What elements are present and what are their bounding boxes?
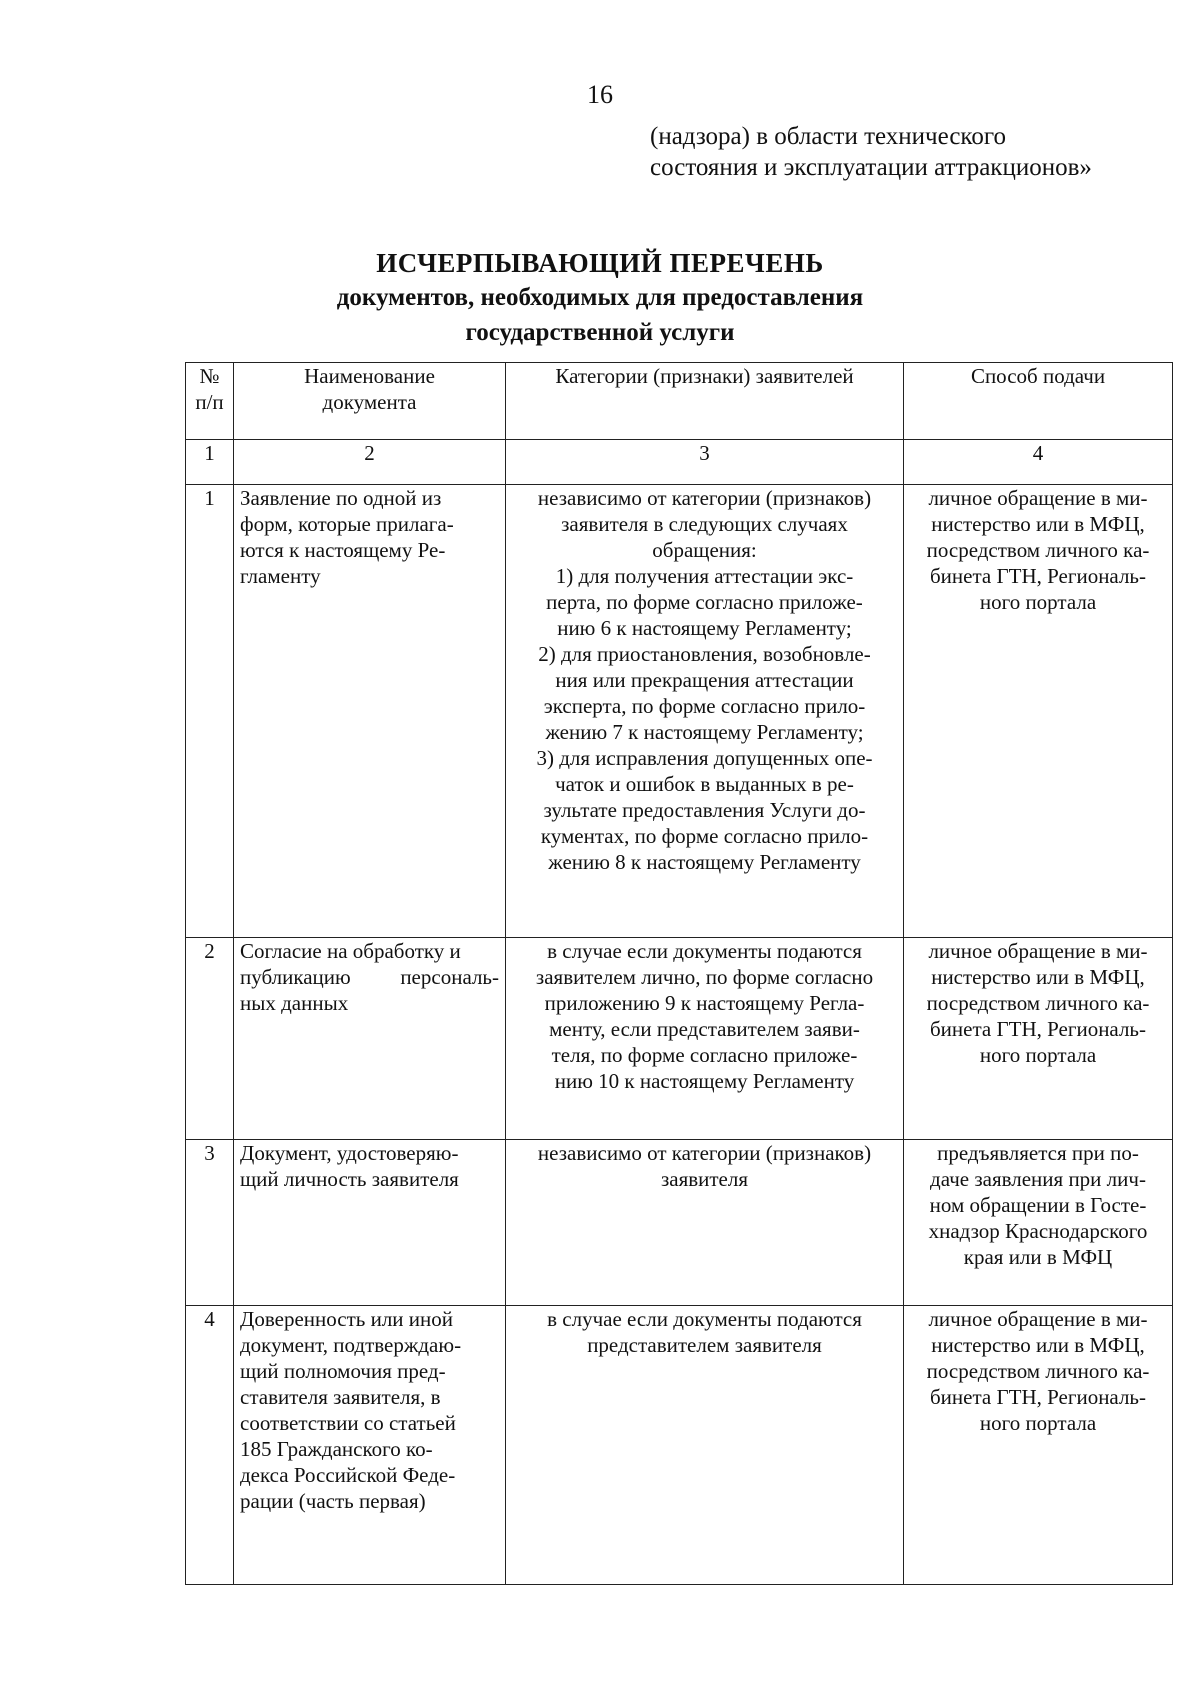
header-text: документа (322, 390, 417, 414)
text-line: личное обращение в ми- (928, 1307, 1148, 1331)
text-line: заявителем лично, по форме согласно (535, 965, 874, 989)
text-line: нистерство или в МФЦ, (931, 1333, 1145, 1357)
submission-method-cell (904, 1140, 1173, 1306)
page-number: 16 (587, 80, 613, 109)
text-line: эксперта, по форме согласно прило- (543, 694, 866, 718)
text-line: посредством личного ка- (926, 991, 1150, 1015)
text-line: ставителя заявителя, в (240, 1385, 441, 1409)
header-cell-method (904, 363, 1173, 440)
text-line: бинета ГТН, Региональ- (930, 1017, 1146, 1041)
text-line: личное обращение в ми- (928, 486, 1148, 510)
text-line: бинета ГТН, Региональ- (930, 564, 1146, 588)
text-line: ном обращении в Госте- (929, 1193, 1147, 1217)
text-line: бинета ГТН, Региональ- (930, 1385, 1146, 1409)
header-text: Категории (признаки) заявителей (555, 364, 854, 388)
text-line: форм, которые прилага- (240, 512, 454, 536)
document-heading (0, 246, 1200, 350)
text-line: нистерство или в МФЦ, (931, 965, 1145, 989)
table-row (186, 938, 1173, 1140)
table-row (186, 485, 1173, 938)
document-subtitle-line: документов, необходимых для предоставления (336, 284, 864, 311)
text-line: 185 Гражданского ко- (240, 1437, 433, 1461)
text-line: соответствии со статьей (240, 1411, 456, 1435)
table-header-row (186, 363, 1173, 440)
text-line: 3) для исправления допущенных опе- (536, 746, 873, 770)
header-text: Наименование (304, 364, 435, 388)
text-line: края или в МФЦ (963, 1245, 1113, 1269)
row-number: 3 (186, 1140, 234, 1306)
text-line: ных данных (240, 991, 349, 1015)
text-line: посредством личного ка- (926, 1359, 1150, 1383)
submission-method-cell (904, 485, 1173, 938)
row-number: 2 (186, 938, 234, 1140)
text-line: чаток и ошибок в выданных в ре- (555, 772, 854, 796)
column-index-row (186, 440, 1173, 485)
text-line: 2) для приостановления, возобновле- (538, 642, 871, 666)
column-index-cell: 1 (186, 440, 234, 485)
header-text: № (199, 364, 220, 388)
running-head-line: состояния и эксплуатации аттракционов» (650, 154, 1092, 181)
applicant-category-cell (506, 1306, 904, 1585)
text-line: рации (часть первая) (240, 1489, 426, 1513)
text-line: предъявляется при по- (937, 1141, 1139, 1165)
text-line: личное обращение в ми- (928, 939, 1148, 963)
text-line: Доверенность или иной (240, 1307, 454, 1331)
applicant-category-cell (506, 485, 904, 938)
running-head (650, 121, 1170, 183)
header-cell-name (234, 363, 506, 440)
text-line: заявителя в следующих случаях (561, 512, 848, 536)
text-line: жению 7 к настоящему Регламенту; (545, 720, 864, 744)
running-head-line: (надзора) в области технического (650, 123, 1006, 150)
text-line: щий личность заявителя (240, 1167, 459, 1191)
header-cell-category (506, 363, 904, 440)
header-text: Способ подачи (970, 364, 1106, 388)
text-line: заявителя (660, 1167, 749, 1191)
text-line: в случае если документы подаются (547, 1307, 862, 1331)
text-line: нию 10 к настоящему Регламенту (554, 1069, 855, 1093)
text-line: жению 8 к настоящему Регламенту (548, 850, 861, 874)
text-line: 1) для получения аттестации экс- (555, 564, 854, 588)
submission-method-cell (904, 1306, 1173, 1585)
text-line: Документ, удостоверяю- (240, 1141, 459, 1165)
text-line: даче заявления при лич- (930, 1167, 1146, 1191)
table-row (186, 1306, 1173, 1585)
text-line: декса Российской Феде- (240, 1463, 456, 1487)
header-cell-number (186, 363, 234, 440)
text-line: публикацию персональ- (240, 965, 499, 989)
text-line: в случае если документы подаются (547, 939, 862, 963)
text-line: перта, по форме согласно приложе- (546, 590, 863, 614)
text-line: хнадзор Краснодарского (928, 1219, 1148, 1243)
text-line: нию 6 к настоящему Регламенту; (557, 616, 852, 640)
column-index-cell: 2 (234, 440, 506, 485)
column-index-cell: 3 (506, 440, 904, 485)
applicant-category-cell (506, 1140, 904, 1306)
document-name-cell (234, 1306, 506, 1585)
text-line: ного портала (979, 1043, 1097, 1067)
text-line: представителем заявителя (587, 1333, 822, 1357)
document-title: ИСЧЕРПЫВАЮЩИЙ ПЕРЕЧЕНЬ (376, 248, 824, 278)
text-line: щий полномочия пред- (240, 1359, 446, 1383)
text-line: зультате предоставления Услуги до- (543, 798, 866, 822)
text-line: Согласие на обработку и (240, 939, 461, 963)
text-line: документ, подтверждаю- (240, 1333, 462, 1357)
text-line: нистерство или в МФЦ, (931, 512, 1145, 536)
text-line: независимо от категории (признаков) (537, 1141, 872, 1165)
text-line: кументах, по форме согласно прило- (540, 824, 869, 848)
applicant-category-cell (506, 938, 904, 1140)
document-name-cell (234, 938, 506, 1140)
header-text: п/п (195, 390, 224, 414)
text-line: теля, по форме согласно приложе- (551, 1043, 858, 1067)
text-line: обращения: (652, 538, 757, 562)
document-subtitle-line: государственной услуги (465, 319, 735, 346)
text-line: ного портала (979, 590, 1097, 614)
documents-table (185, 362, 1173, 1585)
text-line: Заявление по одной из (240, 486, 442, 510)
document-name-cell (234, 485, 506, 938)
row-number: 4 (186, 1306, 234, 1585)
document-name-cell (234, 1140, 506, 1306)
column-index-cell: 4 (904, 440, 1173, 485)
text-line: менту, если представителем заяви- (549, 1017, 860, 1041)
text-line: ния или прекращения аттестации (555, 668, 854, 692)
table-row (186, 1140, 1173, 1306)
text-line: посредством личного ка- (926, 538, 1150, 562)
text-line: ного портала (979, 1411, 1097, 1435)
text-line: приложению 9 к настоящему Регла- (544, 991, 865, 1015)
text-line: независимо от категории (признаков) (537, 486, 872, 510)
text-line: гламенту (240, 564, 321, 588)
row-number: 1 (186, 485, 234, 938)
text-line: ются к настоящему Ре- (240, 538, 446, 562)
submission-method-cell (904, 938, 1173, 1140)
